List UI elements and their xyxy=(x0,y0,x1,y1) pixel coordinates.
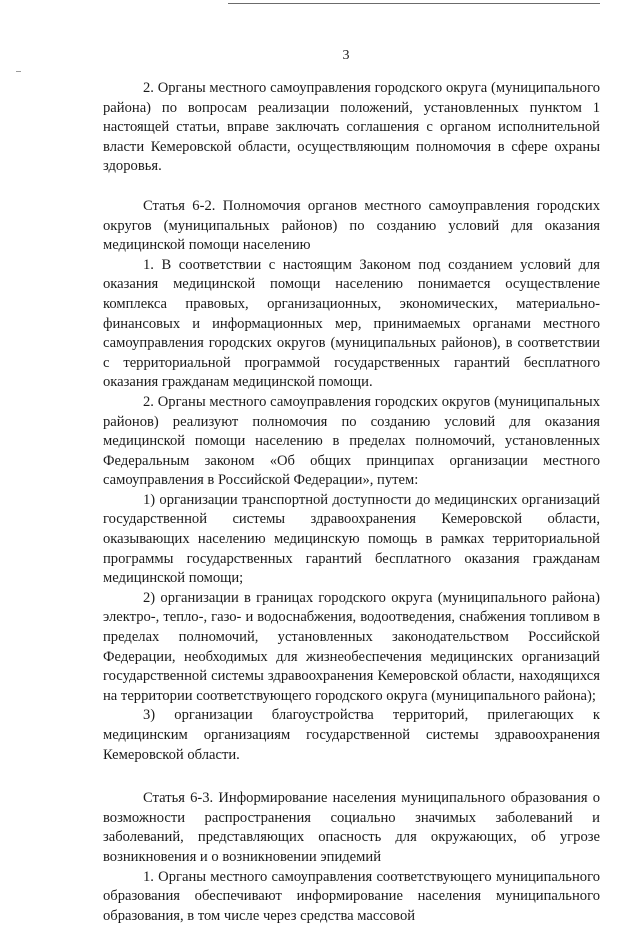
spacer xyxy=(103,765,600,789)
header-rule xyxy=(228,3,600,4)
article-heading: Статья 6-3. Информирование населения муниципального образования о возможности распространения социально значимых заболеваний и заболеваний, представляющих опасность для окружающих, об угрозе возникновения и о возникновении эпидемий xyxy=(103,790,600,865)
spacer xyxy=(103,177,600,197)
article-heading: Статья 6-2. Полномочия органов местного самоуправления городских округов (муниципальных районов) по созданию условий для оказания медицинской помощи населению xyxy=(103,197,600,254)
paragraph: 1. Органы местного самоуправления соответствующего муниципального образования обеспечивают информирование населения муниципального образования, в том числе через средства массовой xyxy=(103,868,600,924)
document-body xyxy=(103,79,600,926)
list-item: 2) организации в границах городского округа (муниципального района) электро-, тепло-, газо- и водоснабжения, водоотведения, снабжения топливом в пределах полномочий, установленных законодательством Российской Федерации, необходимых для жизнеобеспечения медицинских организаций государственной системы здравоохранения Кемеровской области, находящихся на территории соответствующего городского округа (муниципального района); xyxy=(103,589,600,704)
margin-mark xyxy=(16,71,21,72)
list-item: 3) организации благоустройства территорий, прилегающих к медицинским организациям государственной системы здравоохранения Кемеровской области. xyxy=(103,707,600,763)
paragraph: 1. В соответствии с настоящим Законом под созданием условий для оказания медицинской помощи населению понимается осуществление комплекса правовых, организационных, экономических, материально-финансовых и информационных мер, принимаемых органами местного самоуправления городских округов (муниципальных районов), в соответствии с территориальной программой государственных гарантий бесплатного оказания гражданам медицинской помощи. xyxy=(103,256,600,391)
paragraph: 2. Органы местного самоуправления городского округа (муниципального района) по вопросам реализации положений, установленных пунктом 1 настоящей статьи, вправе заключать соглашения с органом исполнительной власти Кемеровской области, осуществляющим полномочия в сфере охраны здоровья. xyxy=(103,80,600,175)
paragraph: 2. Органы местного самоуправления городских округов (муниципальных районов) реализуют полномочия по созданию условий для оказания медицинской помощи населению в пределах полномочий, установленных Федеральным законом «Об общих принципах организации местного самоуправления в Российской Федерации», путем: xyxy=(103,393,600,489)
list-item: 1) организации транспортной доступности до медицинских организаций государственной системы здравоохранения Кемеровской области, оказывающих населению медицинскую помощь в рамках территориальной программы государственных гарантий бесплатного оказания гражданам медицинской помощи; xyxy=(103,491,600,587)
page-number: 3 xyxy=(342,48,350,63)
